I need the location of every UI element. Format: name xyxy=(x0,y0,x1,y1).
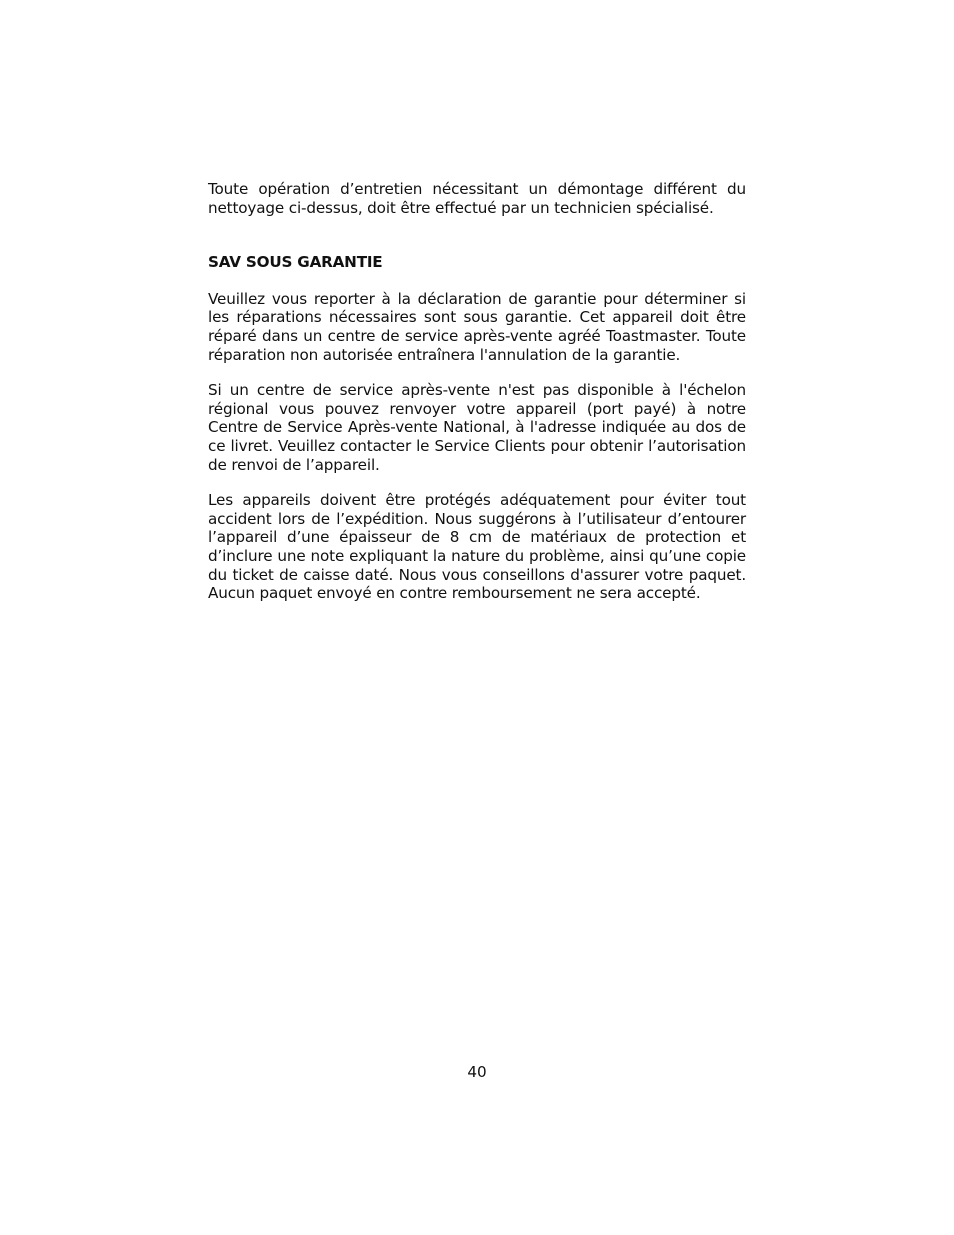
page-content xyxy=(208,180,746,603)
page-number: 40 xyxy=(467,1063,487,1081)
shipping-paragraph: Les appareils doivent être protégés adéquatement pour éviter tout accident lors de l’expédition. Nous suggérons à l’utilisateur d’entourer l’appareil d’une épaisseur de 8 cm de matériaux de protection et d’inclure une note expliquant la nature du problème, ainsi qu’une copie du ticket de caisse daté. Nous vous conseillons d'assurer votre paquet. Aucun paquet envoyé en contre remboursement ne sera accepté. xyxy=(208,491,746,603)
service-center-paragraph: Si un centre de service après-vente n'est pas disponible à l'échelon régional vous pouvez renvoyer votre appareil (port payé) à notre Centre de Service Après-vente National, à l'adresse indiquée au dos de ce livret. Veuillez contacter le Service Clients pour obtenir l’autorisation de renvoi de l’appareil. xyxy=(208,381,746,474)
warranty-paragraph: Veuillez vous reporter à la déclaration de garantie pour déterminer si les réparations nécessaires sont sous garantie. Cet appareil doit être réparé dans un centre de service après-vente agréé Toastmaster. Toute réparation non autorisée entraînera l'annulation de la garantie. xyxy=(208,289,746,364)
intro-paragraph: Toute opération d’entretien nécessitant un démontage différent du nettoyage ci-dessus, doit être effectué par un technicien spécialisé. xyxy=(208,180,746,217)
section-heading: SAV SOUS GARANTIE xyxy=(208,253,383,272)
